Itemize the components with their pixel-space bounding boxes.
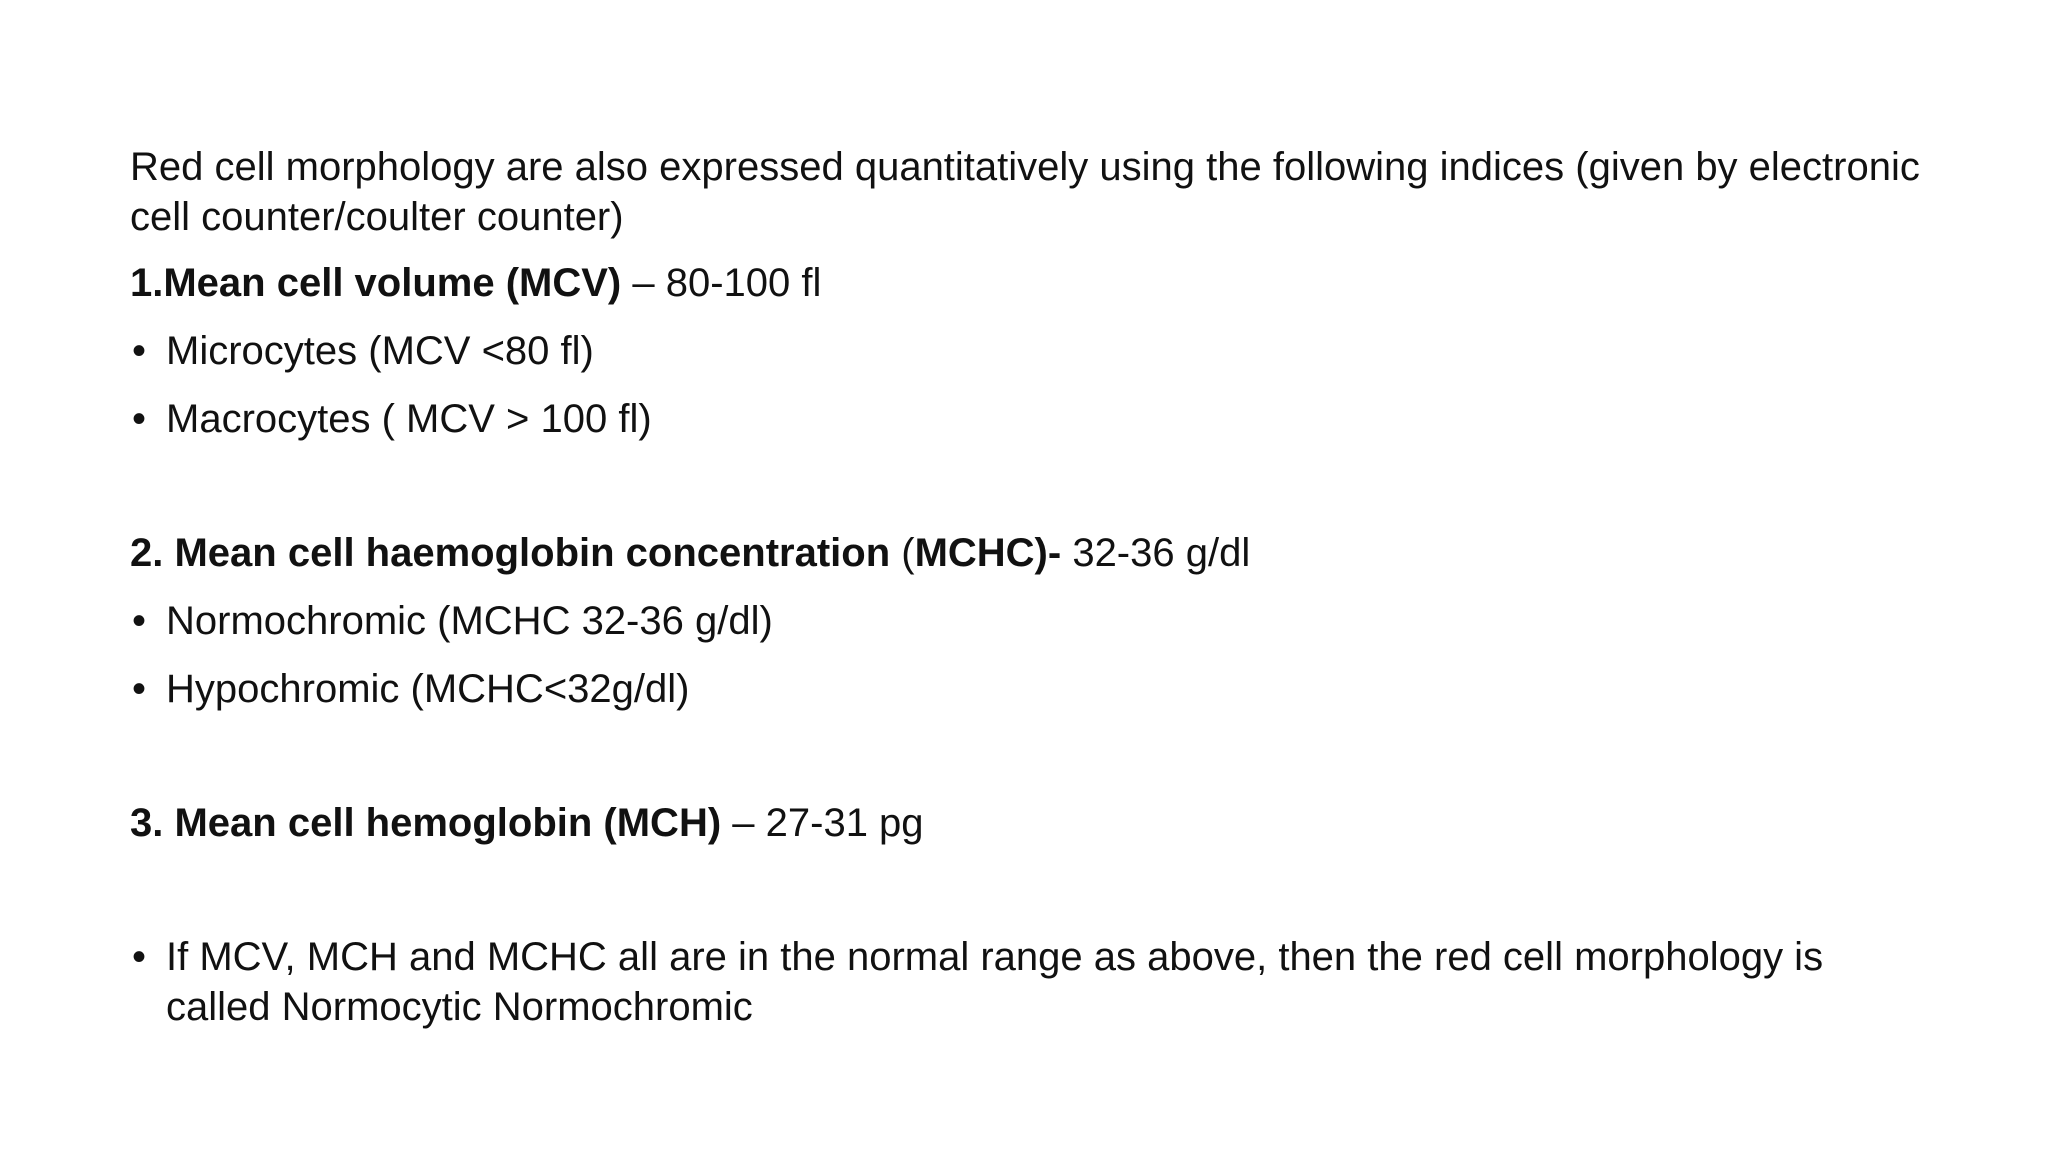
bullet-icon: •	[132, 329, 147, 373]
mch-heading	[130, 798, 1930, 848]
slide-body	[130, 142, 1930, 1050]
mchc-heading-abbrev: MCHC)-	[914, 531, 1062, 575]
spacer	[130, 866, 1930, 932]
list-item-conclusion	[130, 932, 1930, 1032]
list-item-normochromic	[130, 596, 1930, 646]
list-item-text: Microcytes (MCV <80 fl)	[166, 329, 594, 373]
bullet-icon: •	[132, 935, 147, 979]
list-item-macrocytes	[130, 394, 1930, 444]
list-item-text: Normochromic (MCHC 32-36 g/dl)	[166, 599, 773, 643]
list-item-microcytes	[130, 326, 1930, 376]
spacer	[130, 732, 1930, 798]
mchc-heading	[130, 528, 1930, 578]
mcv-heading-title: 1.Mean cell volume (MCV)	[130, 261, 622, 305]
mchc-heading-range: 32-36 g/dl	[1061, 531, 1251, 575]
list-item-text: If MCV, MCH and MCHC all are in the normal range as above, then the red cell morphology is called Normocytic Normochromic	[166, 935, 1824, 1029]
mcv-heading-range: – 80-100 fl	[621, 261, 822, 305]
intro-text: Red cell morphology are also expressed quantitatively using the following indices (given by electronic cell counter/coulter counter)	[130, 145, 1920, 239]
mcv-heading	[130, 258, 1930, 308]
mchc-heading-paren: (	[890, 531, 915, 575]
list-item-text: Macrocytes ( MCV > 100 fl)	[166, 397, 652, 441]
bullet-icon: •	[132, 397, 147, 441]
mchc-heading-title: 2. Mean cell haemoglobin concentration	[130, 531, 891, 575]
list-item-hypochromic	[130, 664, 1930, 714]
mch-heading-range: – 27-31 pg	[721, 801, 924, 845]
mch-heading-title: 3. Mean cell hemoglobin (MCH)	[130, 801, 722, 845]
bullet-icon: •	[132, 667, 147, 711]
bullet-icon: •	[132, 599, 147, 643]
list-item-text: Hypochromic (MCHC<32g/dl)	[166, 667, 690, 711]
spacer	[130, 462, 1930, 528]
